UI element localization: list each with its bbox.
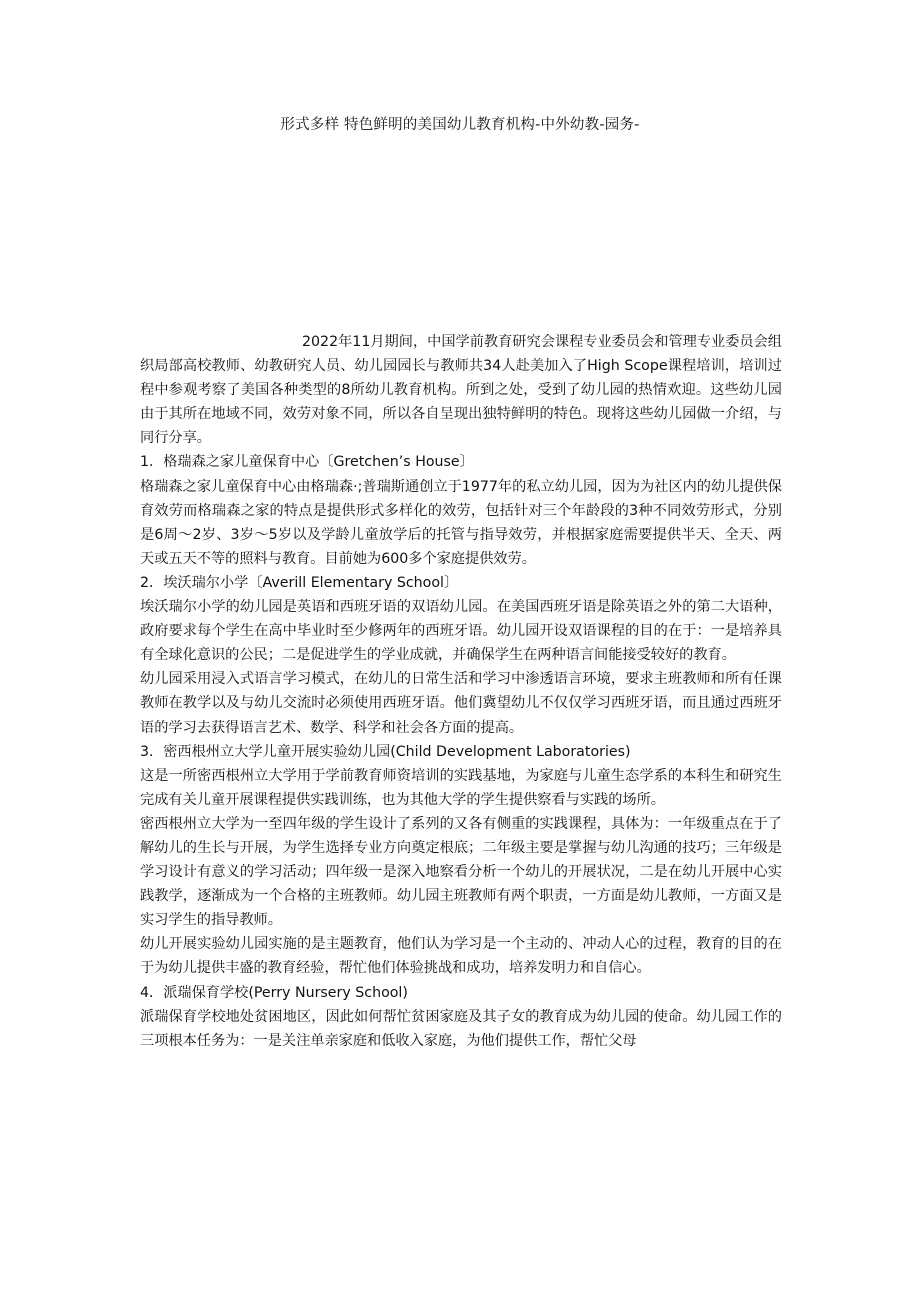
document-body bbox=[140, 330, 782, 1053]
section-4-heading: 4．派瑞保育学校(Perry Nursery School) bbox=[140, 984, 408, 1001]
section-3-heading: 3．密西根州立大学儿童开展实验幼儿园(Child Development Laboratories) bbox=[140, 743, 631, 760]
section-4-paragraph: 派瑞保育学校地处贫困地区，因此如何帮忙贫困家庭及其子女的教育成为幼儿园的使命。幼儿园工作的三项根本任务为：一是关注单亲家庭和低收入家庭，为他们提供工作，帮忙父母 bbox=[140, 1008, 782, 1049]
section-3-paragraph-1: 这是一所密西根州立大学用于学前教育师资培训的实践基地，为家庭与儿童生态学系的本科生和研究生完成有关儿童开展课程提供实践训练，也为其他大学的学生提供察看与实践的场所。 bbox=[140, 767, 782, 808]
section-2-paragraph-2: 幼儿园采用浸入式语言学习模式，在幼儿的日常生活和学习中渗透语言环境，要求主班教师和所有任课教师在教学以及与幼儿交流时必须使用西班牙语。他们冀望幼儿不仅仅学习西班牙语，而且通过西班牙语的学习去获得语言艺术、数学、科学和社会各方面的提高。 bbox=[140, 671, 782, 736]
section-1-paragraph: 格瑞森之家儿童保育中心由格瑞森·;普瑞斯通创立于1977年的私立幼儿园，因为为社区内的幼儿提供保育效劳而格瑞森之家的特点是提供形式多样化的效劳，包括针对三个年龄段的3种不同效劳形式，分别是6周～2岁、3岁～5岁以及学龄儿童放学后的托管与指导效劳，并根据家庭需要提供半天、全天、两天或五天不等的照料与教育。目前她为600多个家庭提供效劳。 bbox=[140, 478, 782, 567]
section-2-paragraph-1: 埃沃瑞尔小学的幼儿园是英语和西班牙语的双语幼儿园。在美国西班牙语是除英语之外的第二大语种，政府要求每个学生在高中毕业时至少修两年的西班牙语。幼儿园开设双语课程的目的在于：一是培养具有全球化意识的公民；二是促进学生的学业成就，并确保学生在两种语言间能接受较好的教育。 bbox=[140, 599, 782, 664]
section-3-paragraph-2: 密西根州立大学为一至四年级的学生设计了系列的又各有侧重的实践课程，具体为：一年级重点在于了解幼儿的生长与开展，为学生选择专业方向奠定根底；二年级主要是掌握与幼儿沟通的技巧；三年级是学习设计有意义的学习活动；四年级一是深入地察看分析一个幼儿的开展状况，二是在幼儿开展中心实践教学，逐渐成为一个合格的主班教师。幼儿园主班教师有两个职责，一方面是幼儿教师，一方面又是实习学生的指导教师。 bbox=[140, 815, 782, 929]
document-title: 形式多样 特色鲜明的美国幼儿教育机构-中外幼教-园务- bbox=[280, 117, 640, 133]
section-1-heading: 1．格瑞森之家儿童保育中心〔Gretchen’s House〕 bbox=[140, 454, 474, 471]
section-3-paragraph-3: 幼儿开展实验幼儿园实施的是主题教育，他们认为学习是一个主动的、冲动人心的过程，教育的目的在于为幼儿提供丰盛的教育经验，帮忙他们体验挑战和成功，培养发明力和自信心。 bbox=[140, 936, 782, 977]
intro-paragraph: 2022年11月期间，中国学前教育研究会课程专业委员会和管理专业委员会组织局部高校教师、幼教研究人员、幼儿园园长与教师共34人赴美加入了High Scope课程培训，培训过程中参观考察了美国各种类型的8所幼儿教育机构。所到之处，受到了幼儿园的热情欢迎。这些幼儿园由于其所在地域不同，效劳对象不同，所以各自呈现出独特鲜明的特色。现将这些幼儿园做一介绍，与同行分享。 bbox=[140, 334, 782, 447]
section-2-heading: 2．埃沃瑞尔小学〔Averill Elementary School〕 bbox=[140, 574, 459, 591]
